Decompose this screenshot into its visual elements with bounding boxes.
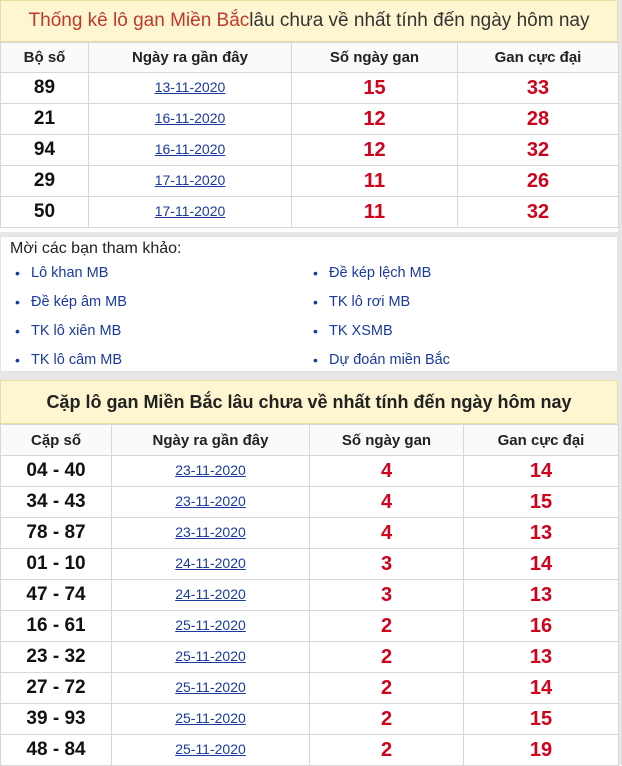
table-row — [1, 166, 619, 197]
date-cell — [112, 735, 310, 766]
reference-link[interactable] — [313, 292, 450, 321]
cap-lo-gan-panel — [0, 380, 618, 765]
cap-lo-gan-title: Cặp lô gan Miền Bắc lâu chưa về nhất tính đến ngày hôm nay — [0, 380, 618, 424]
date-link[interactable]: 25-11-2020 — [175, 710, 246, 726]
cap-so-cell: 39 - 93 — [1, 704, 112, 735]
table-row — [1, 704, 619, 735]
gan-cuc-dai-cell: 28 — [458, 104, 619, 135]
so-ngay-gan-cell: 2 — [310, 611, 464, 642]
date-cell — [112, 611, 310, 642]
date-cell — [89, 197, 292, 228]
so-ngay-gan-cell: 11 — [292, 197, 458, 228]
gan-cuc-dai-cell: 33 — [458, 73, 619, 104]
bo-so-cell: 94 — [1, 135, 89, 166]
bullet-icon: • — [15, 323, 20, 339]
gan-cuc-dai-cell: 26 — [458, 166, 619, 197]
date-cell — [89, 104, 292, 135]
reference-links-panel — [0, 236, 618, 372]
bullet-icon: • — [15, 352, 20, 368]
gan-cuc-dai-cell: 13 — [464, 580, 619, 611]
date-link[interactable]: 17-11-2020 — [154, 172, 226, 188]
date-link[interactable]: 25-11-2020 — [175, 648, 246, 664]
table-row — [1, 735, 619, 766]
bullet-icon: • — [15, 265, 20, 281]
date-link[interactable]: 17-11-2020 — [154, 203, 226, 219]
so-ngay-gan-cell: 2 — [310, 673, 464, 704]
table-row — [1, 135, 619, 166]
bullet-icon: • — [313, 294, 318, 310]
gan-cuc-dai-cell: 16 — [464, 611, 619, 642]
cap-lo-gan-header-row — [1, 425, 619, 456]
date-cell — [89, 135, 292, 166]
reference-link[interactable] — [15, 321, 127, 350]
header-gan-cuc-dai: Gan cực đại — [464, 425, 619, 456]
so-ngay-gan-cell: 4 — [310, 487, 464, 518]
table-row — [1, 73, 619, 104]
cap-so-cell: 34 - 43 — [1, 487, 112, 518]
table-row — [1, 518, 619, 549]
table-row — [1, 642, 619, 673]
gan-cuc-dai-cell: 32 — [458, 197, 619, 228]
cap-so-cell: 16 - 61 — [1, 611, 112, 642]
cap-so-cell: 04 - 40 — [1, 456, 112, 487]
reference-link-label: TK lô rơi MB — [329, 294, 411, 310]
table-row — [1, 104, 619, 135]
table-row — [1, 611, 619, 642]
date-link[interactable]: 23-11-2020 — [175, 462, 246, 478]
date-link[interactable]: 23-11-2020 — [175, 493, 246, 509]
reference-link-label: Đề kép lệch MB — [329, 265, 432, 281]
so-ngay-gan-cell: 11 — [292, 166, 458, 197]
bo-so-cell: 29 — [1, 166, 89, 197]
reference-link[interactable] — [15, 292, 127, 321]
cap-so-cell: 78 - 87 — [1, 518, 112, 549]
so-ngay-gan-cell: 4 — [310, 518, 464, 549]
bullet-icon: • — [313, 352, 318, 368]
gan-cuc-dai-cell: 32 — [458, 135, 619, 166]
gan-cuc-dai-cell: 13 — [464, 518, 619, 549]
cap-so-cell: 47 - 74 — [1, 580, 112, 611]
reference-link-label: Đề kép âm MB — [31, 294, 127, 310]
cap-lo-gan-table — [0, 424, 619, 766]
cap-so-cell: 23 - 32 — [1, 642, 112, 673]
date-cell — [112, 704, 310, 735]
cap-so-cell: 01 - 10 — [1, 549, 112, 580]
date-link[interactable]: 25-11-2020 — [175, 741, 246, 757]
header-ngay-ra: Ngày ra gần đây — [89, 43, 292, 73]
so-ngay-gan-cell: 2 — [310, 735, 464, 766]
gan-cuc-dai-cell: 15 — [464, 704, 619, 735]
so-ngay-gan-cell: 4 — [310, 456, 464, 487]
gan-cuc-dai-cell: 13 — [464, 642, 619, 673]
gan-cuc-dai-cell: 15 — [464, 487, 619, 518]
date-cell — [89, 73, 292, 104]
bullet-icon: • — [313, 265, 318, 281]
gan-cuc-dai-cell: 19 — [464, 735, 619, 766]
table-row — [1, 673, 619, 704]
date-link[interactable]: 16-11-2020 — [154, 110, 226, 126]
reference-links-left — [15, 263, 127, 379]
date-link[interactable]: 23-11-2020 — [175, 524, 246, 540]
bullet-icon: • — [15, 294, 20, 310]
date-link[interactable]: 16-11-2020 — [154, 141, 226, 157]
reference-link-label: Lô khan MB — [31, 265, 109, 281]
date-cell — [112, 580, 310, 611]
reference-title: Mời các bạn tham khảo: — [10, 240, 182, 257]
lo-gan-header-row — [1, 43, 619, 73]
reference-link[interactable] — [313, 350, 450, 379]
so-ngay-gan-cell: 12 — [292, 104, 458, 135]
date-link[interactable]: 24-11-2020 — [175, 555, 246, 571]
so-ngay-gan-cell: 3 — [310, 580, 464, 611]
bo-so-cell: 21 — [1, 104, 89, 135]
lo-gan-table — [0, 42, 619, 228]
lo-gan-panel — [0, 0, 618, 232]
reference-link[interactable] — [15, 350, 127, 379]
lo-gan-title — [0, 0, 618, 42]
reference-link-label: TK lô câm MB — [31, 352, 123, 368]
bo-so-cell: 89 — [1, 73, 89, 104]
reference-link-label: Dự đoán miền Bắc — [329, 352, 450, 368]
date-cell — [112, 549, 310, 580]
table-row — [1, 456, 619, 487]
date-link[interactable]: 13-11-2020 — [154, 79, 226, 95]
table-row — [1, 487, 619, 518]
date-cell — [112, 487, 310, 518]
so-ngay-gan-cell: 3 — [310, 549, 464, 580]
reference-link[interactable] — [313, 321, 450, 350]
date-link[interactable]: 25-11-2020 — [175, 617, 246, 633]
reference-link[interactable] — [313, 263, 450, 292]
gan-cuc-dai-cell: 14 — [464, 549, 619, 580]
date-link[interactable]: 24-11-2020 — [175, 586, 246, 602]
so-ngay-gan-cell: 2 — [310, 704, 464, 735]
reference-link-label: TK lô xiên MB — [31, 323, 122, 339]
gan-cuc-dai-cell: 14 — [464, 456, 619, 487]
date-cell — [89, 166, 292, 197]
cap-so-cell: 48 - 84 — [1, 735, 112, 766]
table-row — [1, 549, 619, 580]
header-so-ngay-gan: Số ngày gan — [292, 43, 458, 73]
header-cap-so: Cặp số — [1, 425, 112, 456]
bullet-icon: • — [313, 323, 318, 339]
gan-cuc-dai-cell: 14 — [464, 673, 619, 704]
table-row — [1, 197, 619, 228]
lo-gan-title-highlight: Thống kê lô gan Miền Bắc — [28, 10, 250, 31]
header-gan-cuc-dai: Gan cực đại — [458, 43, 619, 73]
so-ngay-gan-cell: 15 — [292, 73, 458, 104]
header-bo-so: Bộ số — [1, 43, 89, 73]
reference-link-label: TK XSMB — [329, 323, 393, 339]
so-ngay-gan-cell: 12 — [292, 135, 458, 166]
header-so-ngay-gan: Số ngày gan — [310, 425, 464, 456]
header-ngay-ra: Ngày ra gần đây — [112, 425, 310, 456]
lo-gan-title-rest: lâu chưa về nhất tính đến ngày hôm nay — [249, 10, 590, 31]
so-ngay-gan-cell: 2 — [310, 642, 464, 673]
date-link[interactable]: 25-11-2020 — [175, 679, 246, 695]
bo-so-cell: 50 — [1, 197, 89, 228]
table-row — [1, 580, 619, 611]
reference-links-right — [313, 263, 450, 379]
cap-so-cell: 27 - 72 — [1, 673, 112, 704]
date-cell — [112, 673, 310, 704]
date-cell — [112, 518, 310, 549]
date-cell — [112, 642, 310, 673]
date-cell — [112, 456, 310, 487]
reference-link[interactable] — [15, 263, 127, 292]
